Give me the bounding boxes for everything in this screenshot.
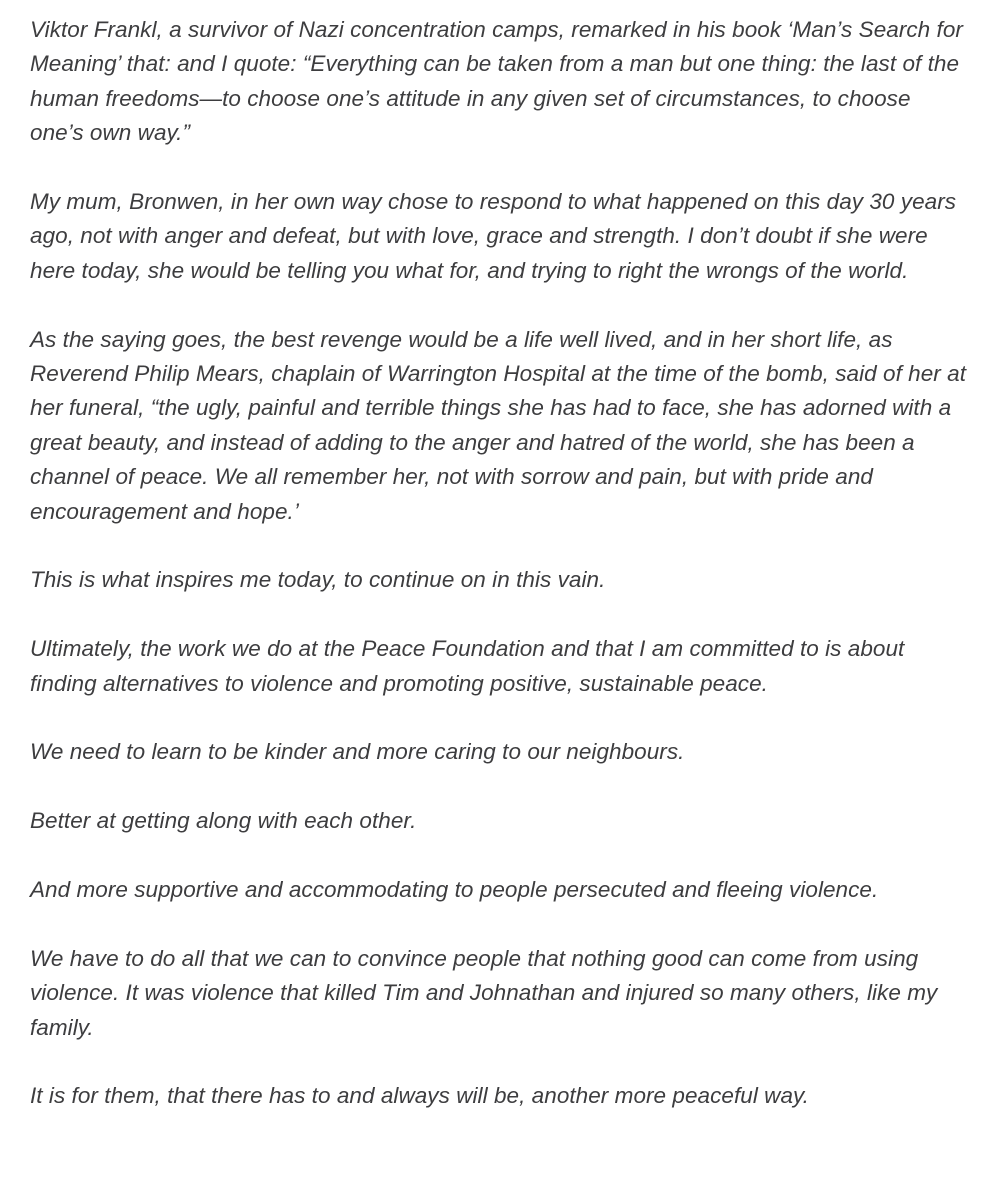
paragraph-supportive-persecuted: And more supportive and accommodating to people persecuted and fleeing violence. bbox=[30, 877, 879, 903]
paragraph-convince-people: We have to do all that we can to convince people that nothing good can come from using violence. It was violence that killed Tim and Johnathan and injured so many others, like my family. bbox=[30, 945, 938, 1040]
paragraph-kinder-neighbours: We need to learn to be kinder and more caring to our neighbours. bbox=[30, 739, 685, 765]
paragraph-reverend-philip-mears: As the saying goes, the best revenge would be a life well lived, and in her short life, as Reverend Philip Mears, chaplain of Warrington Hospital at the time of the bomb, said of her at her funeral, “the ugly, painful and terrible things she has had to face, she has adorned with a great beauty, and instead of adding to the anger and hatred of the world, she has been a channel of peace. We all remember her, not with sorrow and pain, but with pride and encouragement and hope.’ bbox=[30, 326, 967, 524]
paragraph-peaceful-way: It is for them, that there has to and always will be, another more peaceful way. bbox=[30, 1083, 809, 1109]
paragraph-getting-along: Better at getting along with each other. bbox=[30, 808, 417, 834]
paragraph-peace-foundation: Ultimately, the work we do at the Peace Foundation and that I am committed to is about finding alternatives to violence and promoting positive, sustainable peace. bbox=[30, 636, 905, 696]
paragraph-mum-bronwen: My mum, Bronwen, in her own way chose to respond to what happened on this day 30 years ago, not with anger and defeat, but with love, grace and strength. I don’t doubt if she were here today, she would be telling you what for, and trying to right the wrongs of the world. bbox=[30, 189, 957, 283]
paragraph-inspires-me: This is what inspires me today, to continue on in this vain. bbox=[30, 567, 606, 593]
paragraph-viktor-frankl-quote: Viktor Frankl, a survivor of Nazi concentration camps, remarked in his book ‘Man’s Search for Meaning’ that: and I quote: “Everything can be taken from a man but one thing: the last of the human freedoms—to choose one’s attitude in any given set of circumstances, to choose one’s own way.” bbox=[30, 17, 963, 146]
